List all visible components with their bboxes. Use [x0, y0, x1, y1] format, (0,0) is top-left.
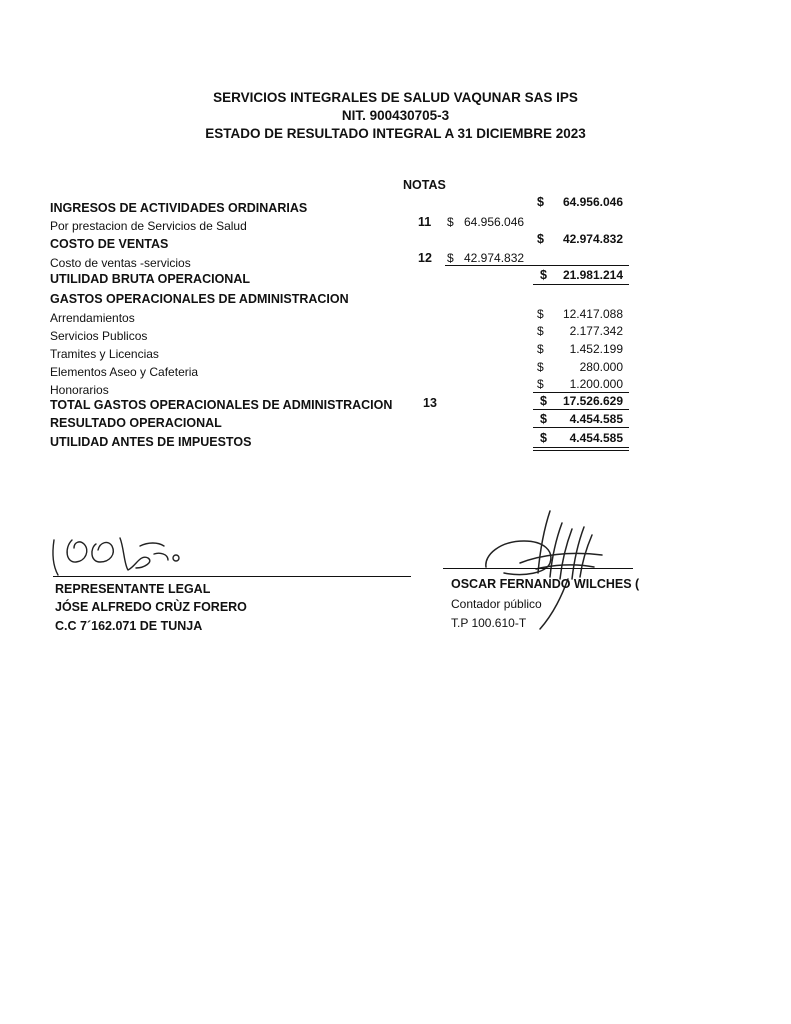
- row-total-tramites: 1.452.199: [569, 342, 623, 356]
- statement-title: ESTADO DE RESULTADO INTEGRAL A 31 DICIEMBRE 2023: [205, 126, 586, 141]
- total-rule: [533, 427, 629, 428]
- row-total-ingresos: 64.956.046: [562, 195, 623, 209]
- row-total-costo: 42.974.832: [562, 232, 623, 246]
- row-total-arrendamientos: 12.417.088: [562, 307, 623, 321]
- row-total-antes-impuestos: 4.454.585: [569, 431, 623, 445]
- row-label-arrendamientos: Arrendamientos: [50, 311, 135, 325]
- currency-symbol: $: [540, 394, 547, 408]
- row-label-costo: COSTO DE VENTAS: [50, 237, 169, 251]
- currency-symbol: $: [537, 324, 544, 338]
- row-label-utilidad-bruta: UTILIDAD BRUTA OPERACIONAL: [50, 272, 250, 286]
- accountant-tp: T.P 100.610-T: [451, 616, 527, 630]
- row-value-prestacion: 64.956.046: [464, 215, 525, 229]
- row-value-costo-servicios: 42.974.832: [464, 251, 525, 265]
- currency-symbol: $: [540, 268, 547, 282]
- row-label-gastos: GASTOS OPERACIONALES DE ADMINISTRACION: [50, 292, 349, 306]
- currency-symbol: $: [447, 215, 454, 229]
- double-underline: [533, 447, 629, 448]
- row-total-honorarios: 1.200.000: [569, 377, 623, 391]
- row-label-antes-impuestos: UTILIDAD ANTES DE IMPUESTOS: [50, 435, 252, 449]
- legal-representative-name: JÓSE ALFREDO CRÙZ FORERO: [55, 600, 247, 614]
- currency-symbol: $: [540, 431, 547, 445]
- company-name: SERVICIOS INTEGRALES DE SALUD VAQUNAR SAS IPS: [213, 90, 578, 105]
- row-label-ingresos: INGRESOS DE ACTIVIDADES ORDINARIAS: [50, 201, 308, 215]
- currency-symbol: $: [540, 412, 547, 426]
- currency-symbol: $: [537, 195, 544, 209]
- row-label-tramites: Tramites y Licencias: [50, 347, 159, 361]
- total-rule: [533, 265, 629, 266]
- currency-symbol: $: [537, 360, 544, 374]
- currency-symbol: $: [537, 232, 544, 246]
- row-total-aseo: 280.000: [579, 360, 623, 374]
- row-note-prestacion: 11: [418, 215, 432, 229]
- legal-representative-id: C.C 7´162.071 DE TUNJA: [55, 619, 203, 633]
- double-underline: [533, 450, 629, 451]
- currency-symbol: $: [537, 342, 544, 356]
- signature-line: [443, 568, 633, 569]
- row-label-total-gastos: TOTAL GASTOS OPERACIONALES DE ADMINISTRACION: [50, 398, 393, 412]
- row-total-servicios-publicos: 2.177.342: [569, 324, 623, 338]
- currency-symbol: $: [447, 251, 454, 265]
- subtotal-underline: [533, 392, 629, 393]
- currency-symbol: $: [537, 307, 544, 321]
- total-rule: [533, 284, 629, 285]
- total-rule: [533, 409, 629, 410]
- row-note-costo-servicios: 12: [418, 251, 432, 265]
- subtotal-underline: [445, 265, 533, 266]
- accountant-role: Contador público: [451, 597, 542, 611]
- row-total-resultado: 4.454.585: [569, 412, 623, 426]
- row-label-aseo: Elementos Aseo y Cafeteria: [50, 365, 199, 379]
- row-note-total-gastos: 13: [423, 396, 437, 410]
- row-label-honorarios: Honorarios: [50, 383, 109, 397]
- row-label-resultado: RESULTADO OPERACIONAL: [50, 416, 222, 430]
- currency-symbol: $: [537, 377, 544, 391]
- notes-header: NOTAS: [403, 178, 446, 192]
- row-label-costo-servicios: Costo de ventas -servicios: [50, 256, 191, 270]
- accountant-name: OSCAR FERNANDO WILCHES (: [451, 577, 640, 591]
- signature-line: [53, 576, 411, 577]
- company-nit: NIT. 900430705-3: [341, 108, 450, 123]
- legal-representative-role: REPRESENTANTE LEGAL: [55, 582, 211, 596]
- row-label-prestacion: Por prestacion de Servicios de Salud: [50, 219, 247, 233]
- row-total-utilidad-bruta: 21.981.214: [562, 268, 623, 282]
- row-total-total-gastos: 17.526.629: [562, 394, 623, 408]
- row-label-servicios-publicos: Servicios Publicos: [50, 329, 148, 343]
- legal-representative-signature: [44, 518, 194, 580]
